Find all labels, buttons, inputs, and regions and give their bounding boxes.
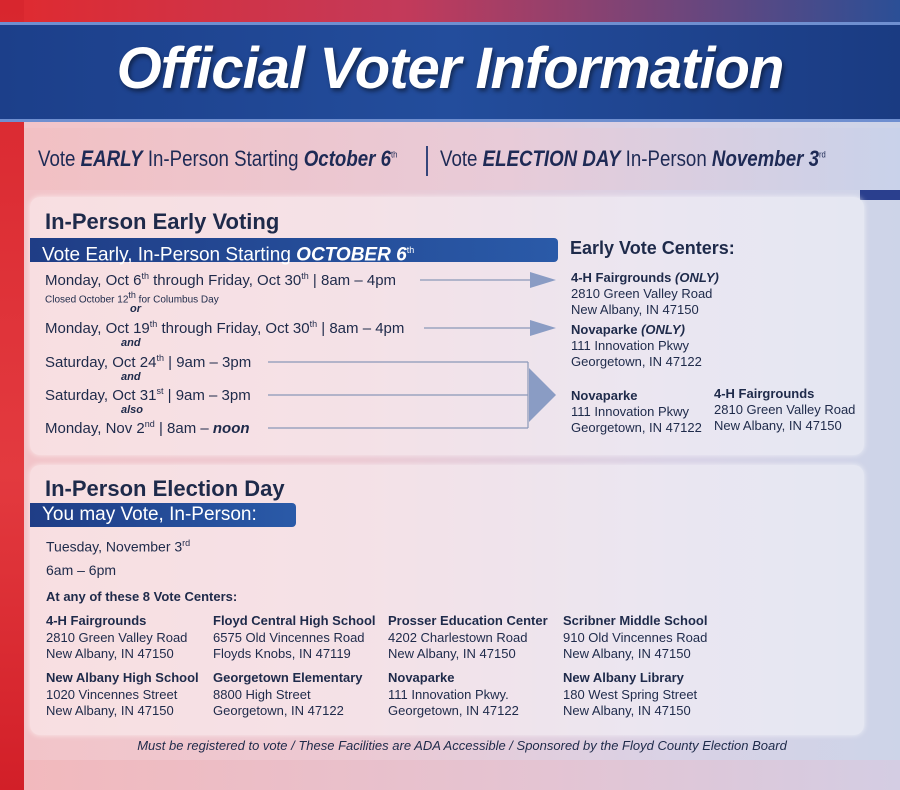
bottom-band — [24, 760, 900, 790]
vote-center-7: Novaparke 111 Innovation Pkwy. Georgetown, IN 47122 — [388, 670, 519, 718]
schedule-line-5: Monday, Nov 2nd | 8am – noon — [45, 419, 250, 437]
election-day-ribbon: You may Vote, In-Person: — [30, 503, 296, 527]
early-center-2: Novaparke (ONLY) 111 Innovation Pkwy Georgetown, IN 47122 — [571, 322, 702, 369]
vote-center-4: Scribner Middle School 910 Old Vincennes Road New Albany, IN 47150 — [563, 613, 708, 661]
vote-center-8: New Albany Library 180 West Spring Street New Albany, IN 47150 — [563, 670, 698, 718]
schedule-line-4: Saturday, Oct 31st | 9am – 3pm — [45, 386, 251, 404]
early-vote-centers-title: Early Vote Centers: — [570, 238, 735, 258]
early-center-1: 4-H Fairgrounds (ONLY) 2810 Green Valley Road New Albany, IN 47150 — [571, 270, 719, 317]
conjunction-or: or — [130, 303, 141, 315]
page-title: Official Voter Information — [116, 36, 784, 101]
arrow-head-1 — [530, 272, 556, 288]
conjunction-and: and — [121, 371, 141, 383]
subheader-early: Vote EARLY In-Person Starting October 6th — [38, 146, 398, 171]
election-hours: 6am – 6pm — [46, 562, 117, 578]
vote-center-6: Georgetown Elementary 8800 High Street Georgetown, IN 47122 — [213, 670, 363, 718]
early-center-4: 4-H Fairgrounds 2810 Green Valley Road New Albany, IN 47150 — [714, 386, 856, 433]
arrow-head-2 — [530, 320, 556, 336]
vote-center-1: 4-H Fairgrounds 2810 Green Valley Road New Albany, IN 47150 — [46, 613, 188, 661]
election-date: Tuesday, November 3rd — [46, 538, 191, 555]
election-day-heading: In-Person Election Day — [45, 476, 285, 501]
early-voting-heading: In-Person Early Voting — [45, 209, 280, 234]
vote-center-5: New Albany High School 1020 Vincennes Street New Albany, IN 47150 — [46, 670, 199, 718]
footer-note: Must be registered to vote / These Facilities are ADA Accessible / Sponsored by the Floyd County Election Board — [137, 738, 787, 753]
centers-heading: At any of these 8 Vote Centers: — [46, 589, 238, 604]
early-voting-ribbon: Vote Early, In-Person Starting OCTOBER 6th — [30, 238, 558, 262]
conjunction-and: and — [121, 337, 141, 349]
early-center-3: Novaparke 111 Innovation Pkwy Georgetown, IN 47122 — [571, 388, 702, 435]
subheader-election-day: Vote ELECTION DAY In-Person November 3rd — [440, 146, 826, 171]
schedule-line-2: Monday, Oct 19th through Friday, Oct 30th | 8am – 4pm — [45, 319, 405, 337]
closed-note: Closed October 12th for Columbus Day — [45, 290, 219, 306]
vote-center-2: Floyd Central High School 6575 Old Vincennes Road Floyds Knobs, IN 47119 — [213, 613, 376, 661]
schedule-line-1: Monday, Oct 6th through Friday, Oct 30th | 8am – 4pm — [45, 271, 397, 289]
vote-center-3: Prosser Education Center 4202 Charlestown Road New Albany, IN 47150 — [388, 613, 548, 661]
arrow-head-3 — [529, 368, 556, 422]
conjunction-also: also — [121, 404, 144, 416]
schedule-line-3: Saturday, Oct 24th | 9am – 3pm — [45, 353, 252, 371]
